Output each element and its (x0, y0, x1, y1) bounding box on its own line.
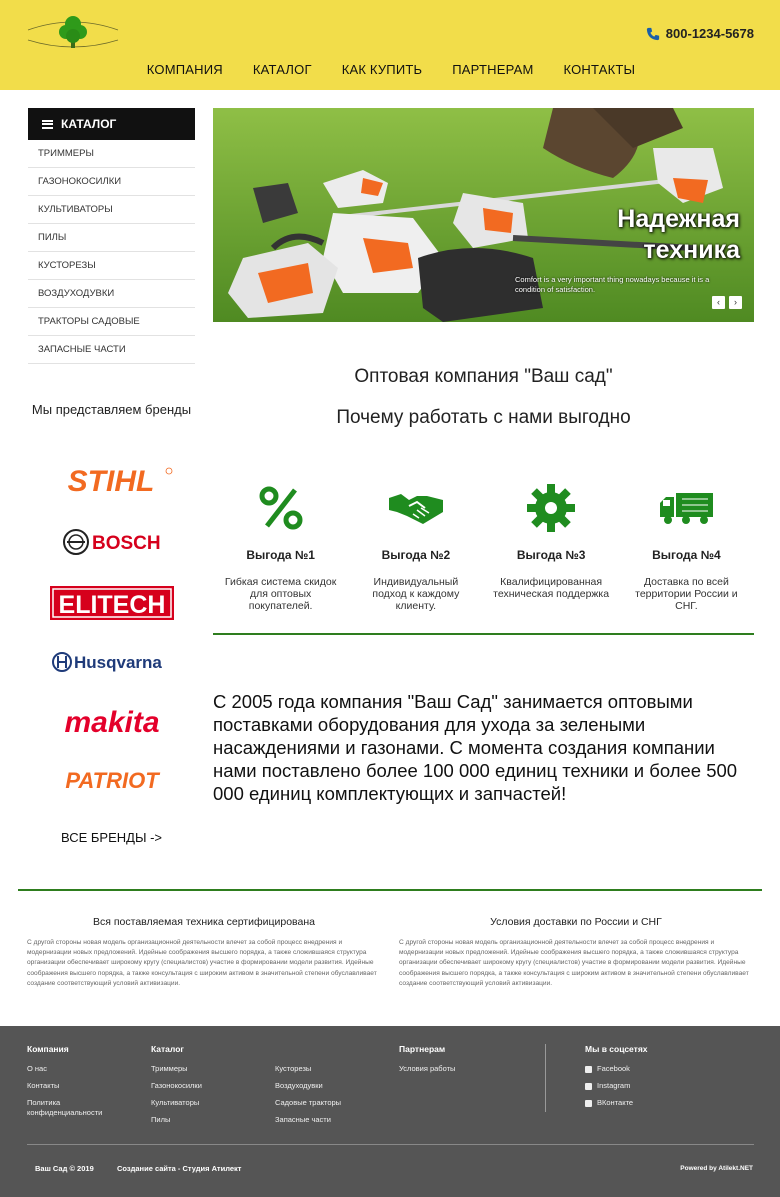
social-instagram[interactable] (585, 1081, 705, 1091)
catalog-item-hedge-trimmers[interactable]: КУСТОРЕЗЫ (28, 252, 195, 280)
vk-icon (585, 1100, 592, 1107)
footer-partners-title: Партнерам (399, 1044, 446, 1054)
catalog-item-cultivators[interactable]: КУЛЬТИВАТОРЫ (28, 196, 195, 224)
benefit-title: Выгода №1 (246, 548, 315, 562)
footer-social (585, 1044, 705, 1115)
gear-icon (526, 483, 576, 533)
brand-husqvarna-text: Husqvarna (73, 653, 162, 672)
brand-elitech-text: ELITECH (58, 591, 165, 619)
about-text: С 2005 года компания "Ваш Сад" занимается оптовыми поставками оборудования для ухода за зелеными насаждениями и газонами. С момента создания компании нами поставлено более 100 000 единиц техники и более 500 000 единиц комплектующих и запчастей! (213, 691, 738, 804)
footer-powered[interactable]: Powered by Atilekt.NET (680, 1165, 753, 1172)
benefit-card (619, 478, 754, 612)
brand-husqvarna[interactable] (28, 648, 195, 676)
social-vk-label: ВКонтакте (597, 1098, 634, 1107)
benefit-card (348, 478, 483, 612)
catalog-list (28, 140, 195, 364)
brand-elitech[interactable] (28, 585, 195, 621)
site-header (0, 0, 780, 90)
nav-how-to-buy[interactable]: КАК КУПИТЬ (341, 62, 423, 77)
bosch-logo (62, 527, 162, 557)
footer-catalog-right (275, 1064, 385, 1132)
brands-title: Мы представляем бренды (31, 402, 192, 417)
footer-partners (399, 1044, 519, 1081)
brand-makita-text: makita (63, 706, 160, 738)
elitech-logo (49, 585, 175, 621)
brand-stihl-text: STIHL (67, 465, 154, 497)
footer-company-title: Компания (27, 1044, 69, 1054)
info-text: С другой стороны новая модель организационной деятельности влечет за собой процесс внедрения и модернизации новых предложений. Идейные соображения высшего порядка, а также сложившаяся структура организации обеспечивает широкому кругу (специалистов) участие в формировании модели развития. Идейные соображения высшего порядка, а также консультация с широким активом в значительной степени обуславливает создание соответствующий условий активизации. (27, 939, 377, 987)
catalog-item-spare-parts[interactable]: ЗАПАСНЫЕ ЧАСТИ (28, 336, 195, 364)
benefits-list (213, 478, 754, 612)
catalog-sidebar (28, 108, 195, 364)
catalog-item-mowers[interactable]: ГАЗОНОКОСИЛКИ (28, 168, 195, 196)
footer-link-saws[interactable]: Пилы (151, 1115, 171, 1124)
catalog-item-blowers[interactable]: ВОЗДУХОДУВКИ (28, 280, 195, 308)
brand-makita[interactable] (28, 702, 195, 738)
info-text: С другой стороны новая модель организационной деятельности влечет за собой процесс внедрения и модернизации новых предложений. Идейные соображения высшего порядка, а также сложившаяся структура организации обеспечивает широкому кругу (специалистов) участие в формировании модели развития. Идейные соображения высшего порядка, а также консультация с широким активом в значительной степени обуславливает создание соответствующий условий активизации. (399, 939, 749, 987)
page-divider (18, 889, 762, 891)
slide-title-line2: техника (643, 236, 740, 264)
main-nav (0, 62, 780, 77)
footer-line (27, 1144, 754, 1145)
benefit-text: Доставка по всей территории России и СНГ. (635, 576, 738, 612)
brand-bosch-text: BOSCH (91, 533, 161, 554)
all-brands-link[interactable]: ВСЕ БРЕНДЫ -> (60, 830, 163, 845)
percent-icon (257, 484, 305, 532)
site-footer (0, 1026, 780, 1197)
brand-stihl[interactable] (28, 462, 195, 498)
benefit-text: Квалифицированная техническая поддержка (493, 576, 610, 600)
nav-partners[interactable]: ПАРТНЕРАМ (452, 62, 534, 77)
benefit-text: Индивидуальный подход к каждому клиенту. (372, 576, 460, 612)
brand-bosch[interactable] (28, 527, 195, 557)
footer-company (27, 1044, 117, 1125)
phone-text: 800-1234-5678 (665, 26, 754, 41)
footer-link-about[interactable]: О нас (27, 1064, 47, 1073)
menu-icon (42, 120, 53, 129)
benefit-title: Выгода №4 (652, 548, 721, 562)
section-divider (213, 633, 754, 635)
benefit-title: Выгода №2 (381, 548, 451, 562)
tree-logo-icon[interactable] (26, 10, 120, 54)
footer-copyright: Ваш Сад © 2019 (35, 1164, 94, 1173)
handshake-icon (387, 488, 445, 528)
footer-link-terms[interactable]: Условия работы (399, 1064, 456, 1073)
footer-link-cultivators[interactable]: Культиваторы (151, 1098, 200, 1107)
benefit-title: Выгода №3 (516, 548, 586, 562)
info-delivery (399, 916, 753, 989)
phone-icon (646, 27, 660, 41)
catalog-item-saws[interactable]: ПИЛЫ (28, 224, 195, 252)
catalog-title: КАТАЛОГ (61, 117, 117, 131)
footer-link-trimmers[interactable]: Триммеры (151, 1064, 188, 1073)
hero-slider[interactable] (213, 108, 754, 322)
husqvarna-logo (51, 648, 173, 676)
info-title: Вся поставляемая техника сертифицирована (93, 916, 315, 928)
slider-prev-button[interactable]: ‹ (712, 296, 725, 309)
footer-link-privacy[interactable]: Политика конфиденциальности (27, 1098, 103, 1117)
footer-link-tractors[interactable]: Садовые тракторы (275, 1098, 342, 1107)
nav-company[interactable]: КОМПАНИЯ (146, 62, 223, 77)
footer-catalog-title: Каталог (151, 1044, 184, 1054)
footer-link-blowers[interactable]: Воздуходувки (275, 1081, 323, 1090)
footer-link-hedge-trimmers[interactable]: Кусторезы (275, 1064, 312, 1073)
makita-logo (48, 702, 176, 738)
brand-patriot-text: PATRIOT (64, 768, 159, 793)
slide-title (617, 204, 740, 266)
truck-icon (658, 489, 714, 527)
nav-contacts[interactable]: КОНТАКТЫ (563, 62, 636, 77)
catalog-item-tractors[interactable]: ТРАКТОРЫ САДОВЫЕ (28, 308, 195, 336)
catalog-item-trimmers[interactable]: ТРИММЕРЫ (28, 140, 195, 168)
benefit-text: Гибкая система скидок для оптовых покупателей. (224, 576, 337, 612)
social-facebook-label: Facebook (597, 1064, 630, 1073)
footer-social-title: Мы в соцсетях (585, 1044, 648, 1054)
brand-patriot[interactable] (28, 764, 195, 794)
benefit-card (213, 478, 348, 612)
slider-controls (712, 296, 742, 309)
slide-text: Comfort is a very important thing nowadays because it is a condition of satisfaction. (515, 275, 710, 294)
footer-credit[interactable]: Создание сайта - Студия Атилект (117, 1164, 242, 1173)
stihl-logo (47, 463, 177, 497)
patriot-logo (49, 764, 175, 794)
slide-title-line1: Надежная (617, 205, 740, 233)
info-certified (27, 916, 381, 989)
slider-next-button[interactable]: › (729, 296, 742, 309)
why-heading: Почему работать с нами выгодно (336, 407, 631, 428)
nav-catalog[interactable]: КАТАЛОГ (252, 62, 312, 77)
instagram-icon (585, 1083, 592, 1090)
company-heading: Оптовая компания "Ваш сад" (354, 366, 613, 387)
info-title: Условия доставки по России и СНГ (490, 916, 662, 928)
footer-link-mowers[interactable]: Газонокосилки (151, 1081, 202, 1090)
footer-catalog (151, 1044, 261, 1132)
footer-link-contacts[interactable]: Контакты (27, 1081, 60, 1090)
social-vk[interactable] (585, 1098, 705, 1108)
footer-link-spare-parts[interactable]: Запасные части (275, 1115, 331, 1124)
social-facebook[interactable] (585, 1064, 705, 1074)
footer-divider (545, 1044, 546, 1112)
catalog-header[interactable] (28, 108, 195, 140)
benefit-card (484, 478, 619, 612)
social-instagram-label: Instagram (597, 1081, 631, 1090)
facebook-icon (585, 1066, 592, 1073)
phone-number[interactable] (646, 26, 754, 41)
